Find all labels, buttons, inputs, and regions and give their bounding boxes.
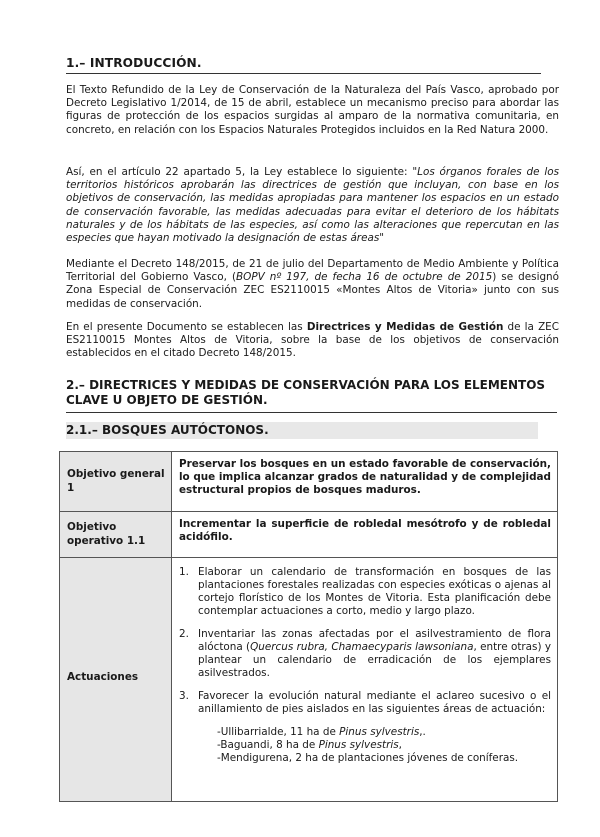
area-item: -Mendigurena, 2 ha de plantaciones jóvenes de coníferas. [217, 752, 519, 764]
paragraph-3-b: ) se designó Zona Especial de Conservación ZEC ES2110015 «Montes Altos de Vitoria» junto con sus medidas de conservación. [66, 271, 559, 310]
list-item [179, 628, 551, 680]
list-item [179, 566, 551, 618]
value-objetivo-general: Preservar los bosques en un estado favorable de conservación, lo que implica alcanzar grados de naturalidad y de complejidad estructural propios de bosques maduros. [172, 452, 558, 512]
paragraph-2-end: " [379, 232, 385, 245]
list-item-text: Elaborar un calendario de transformación en bosques de las plantaciones forestales realizadas con especies exóticas o ajenas al cortejo florístico de los Montes de Vitoria. Esta planificación debe contemplar actuaciones a corto, medio y largo plazo. [198, 566, 551, 617]
list-item-number: 1. [179, 566, 189, 578]
list-item-text: Favorecer la evolución natural mediante el aclareo sucesivo o el anillamiento de pies aislados en las siguientes áreas de actuación: [198, 690, 551, 715]
list-item-text-b: , entre otras) y plantear un calendario de erradicación de los ejemplares asilvestrados. [198, 641, 551, 679]
species-names: Quercus rubra, Chamaecyparis lawsoniana [250, 641, 474, 653]
section-heading-introduccion: 1.– INTRODUCCIÓN. [66, 56, 541, 74]
area-item [217, 739, 551, 752]
paragraph-2 [66, 166, 559, 245]
paragraph-3-a: Mediante el Decreto 148/2015, de 21 de julio del Departamento de Medio Ambiente y Política Territorial del Gobierno Vasco, ( [66, 258, 559, 284]
label-objetivo-operativo: Objetivo operativo 1.1 [60, 512, 172, 558]
species-name: Pinus sylvestris [339, 726, 420, 738]
subsection-heading-bosques: 2.1.– BOSQUES AUTÓCTONOS. [66, 422, 538, 439]
table-row-actuaciones [60, 558, 558, 802]
paragraph-3 [66, 258, 559, 311]
paragraph-2-quote: Los órganos forales de los territorios históricos aprobarán las directrices de gestión que incluyan, con base en los objetivos de conservación, las medidas apropiadas para mantener los espacios en un estado de conservación favorable, las medidas adecuadas para evitar el deterioro de los hábitats naturales y de los hábitats de las especies, así como las alteraciones que repercutan en las especies que hayan motivado la designación de estas áreas [66, 166, 559, 245]
list-item [179, 690, 551, 716]
label-objetivo-general: Objetivo general 1 [60, 452, 172, 512]
table-row-objetivo-general [60, 452, 558, 512]
paragraph-2-lead: Así, en el artículo 22 apartado 5, la Ley establece lo siguiente: " [66, 166, 418, 178]
species-name: Pinus sylvestris [318, 739, 399, 751]
list-item-number: 3. [179, 690, 189, 702]
action-areas [179, 726, 551, 765]
objectives-table [59, 451, 558, 802]
actuaciones-list [172, 558, 558, 802]
table-row-objetivo-operativo [60, 512, 558, 558]
paragraph-4-a: En el presente Documento se establecen las [66, 321, 307, 333]
area-text: -Ullibarrialde, 11 ha de [217, 726, 340, 738]
area-suffix: , [398, 739, 402, 751]
value-objetivo-operativo: Incrementar la superficie de robledal mesótrofo y de robledal acidófilo. [172, 512, 558, 558]
area-text: -Baguandi, 8 ha de [217, 739, 319, 751]
list-item-number: 2. [179, 628, 189, 640]
paragraph-4-bold: Directrices y Medidas de Gestión [306, 321, 504, 333]
list-item-text [198, 628, 551, 680]
area-item [217, 726, 551, 739]
paragraph-1: El Texto Refundido de la Ley de Conservación de la Naturaleza del País Vasco, aprobado por Decreto Legislativo 1/2014, de 15 de abril, establece un mecanismo preciso para abordar las figuras de protección de los espacios surgidas al amparo de la normativa comunitaria, en concreto, en relación con los Espacios Naturales Protegidos incluidos en la Red Natura 2000. [66, 84, 559, 136]
section-heading-directrices: 2.– DIRECTRICES Y MEDIDAS DE CONSERVACIÓN PARA LOS ELEMENTOS CLAVE U OBJETO DE GESTIÓN. [66, 378, 557, 413]
paragraph-4-b: de la ZEC ES2110015 Montes Altos de Vitoria, sobre la base de los objetivos de conservación establecidos en el citado Decreto 148/2015. [66, 321, 560, 360]
paragraph-3-citation: BOPV nº 197, de fecha 16 de octubre de 2015 [236, 271, 493, 284]
label-actuaciones: Actuaciones [60, 558, 172, 802]
paragraph-4 [66, 321, 559, 361]
area-suffix: ,. [419, 726, 426, 738]
list-item-text-a: Inventariar las zonas afectadas por el asilvestramiento de flora alóctona ( [198, 628, 551, 653]
